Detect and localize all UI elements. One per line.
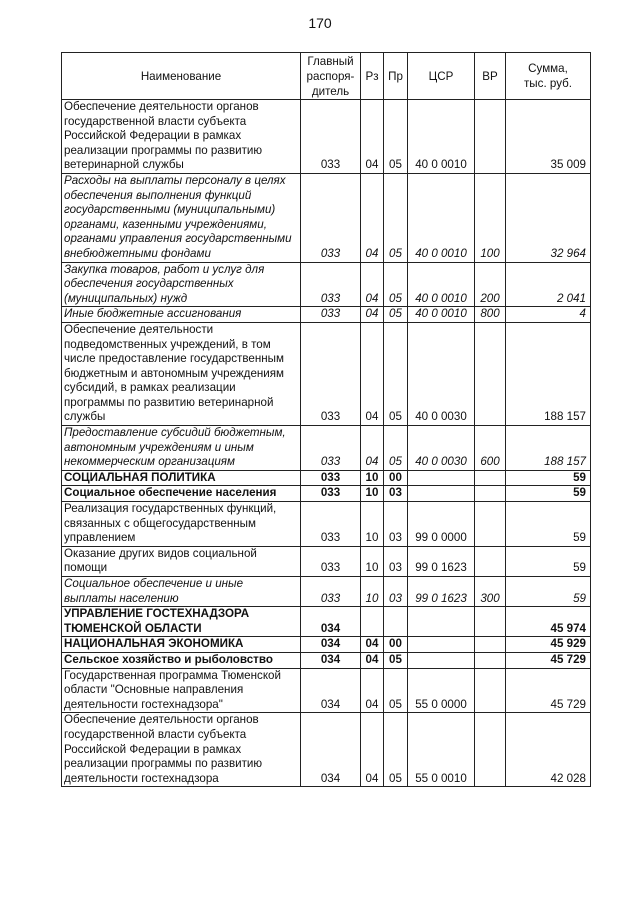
cell-name: Государственная программа Тюменской области "Основные направления деятельности гостехнадзора" (62, 668, 301, 713)
cell-name: УПРАВЛЕНИЕ ГОСТЕХНАДЗОРА ТЮМЕНСКОЙ ОБЛАСТИ (62, 607, 301, 637)
cell-vr: 100 (475, 173, 506, 262)
cell-csr: 40 0 0010 (408, 307, 475, 323)
cell-vr (475, 100, 506, 174)
cell-pr: 05 (384, 262, 408, 307)
cell-sum: 59 (506, 502, 591, 547)
table-row (62, 577, 591, 607)
cell-sum: 45 974 (506, 607, 591, 637)
cell-vr (475, 322, 506, 425)
cell-pr: 05 (384, 668, 408, 713)
cell-pr: 05 (384, 426, 408, 471)
cell-sum: 59 (506, 546, 591, 576)
cell-pr: 05 (384, 322, 408, 425)
cell-vr (475, 713, 506, 787)
cell-csr: 40 0 0010 (408, 173, 475, 262)
cell-name: Социальное обеспечение и иные выплаты населению (62, 577, 301, 607)
cell-sum: 4 (506, 307, 591, 323)
cell-pr: 05 (384, 307, 408, 323)
cell-main-manager: 034 (301, 637, 361, 653)
cell-csr: 55 0 0000 (408, 668, 475, 713)
cell-name: Иные бюджетные ассигнования (62, 307, 301, 323)
cell-pr: 05 (384, 100, 408, 174)
cell-vr (475, 546, 506, 576)
cell-csr (408, 637, 475, 653)
page-number: 170 (308, 15, 332, 31)
cell-sum: 188 157 (506, 426, 591, 471)
header-pr: Пр (384, 53, 408, 100)
table-row (62, 307, 591, 323)
cell-rz: 10 (361, 546, 384, 576)
cell-sum: 59 (506, 486, 591, 502)
cell-name: Предоставление субсидий бюджетным, автономным учреждениям и иным некоммерческим организациям (62, 426, 301, 471)
cell-rz: 04 (361, 307, 384, 323)
cell-main-manager: 033 (301, 546, 361, 576)
cell-pr: 05 (384, 652, 408, 668)
table-row (62, 426, 591, 471)
cell-sum: 42 028 (506, 713, 591, 787)
budget-table (61, 52, 591, 787)
cell-csr: 40 0 0010 (408, 262, 475, 307)
cell-pr: 00 (384, 637, 408, 653)
cell-vr (475, 607, 506, 637)
cell-vr (475, 668, 506, 713)
header-rz: Рз (361, 53, 384, 100)
cell-pr: 05 (384, 713, 408, 787)
cell-rz: 04 (361, 262, 384, 307)
cell-pr: 03 (384, 577, 408, 607)
cell-rz: 10 (361, 577, 384, 607)
cell-rz: 04 (361, 668, 384, 713)
cell-csr: 55 0 0010 (408, 713, 475, 787)
cell-csr: 99 0 1623 (408, 546, 475, 576)
cell-name: Обеспечение деятельности подведомственных учреждений, в том числе предоставление государственным бюджетным и автономным учреждениям субсидий, в рамках реализации программы по развитию ветеринарной службы (62, 322, 301, 425)
cell-vr (475, 652, 506, 668)
table-row (62, 470, 591, 486)
cell-sum: 45 929 (506, 637, 591, 653)
cell-csr: 99 0 0000 (408, 502, 475, 547)
cell-pr: 03 (384, 502, 408, 547)
table-header-row (62, 53, 591, 100)
cell-csr (408, 486, 475, 502)
cell-rz: 04 (361, 652, 384, 668)
cell-main-manager: 034 (301, 652, 361, 668)
cell-csr (408, 470, 475, 486)
cell-vr: 300 (475, 577, 506, 607)
cell-vr (475, 470, 506, 486)
cell-csr (408, 652, 475, 668)
cell-main-manager: 034 (301, 713, 361, 787)
cell-rz: 04 (361, 426, 384, 471)
table-row (62, 322, 591, 425)
cell-main-manager: 033 (301, 322, 361, 425)
cell-sum: 59 (506, 577, 591, 607)
cell-pr: 00 (384, 470, 408, 486)
cell-vr: 800 (475, 307, 506, 323)
cell-rz (361, 607, 384, 637)
cell-rz: 10 (361, 502, 384, 547)
cell-pr: 03 (384, 546, 408, 576)
cell-main-manager: 033 (301, 426, 361, 471)
cell-rz: 04 (361, 322, 384, 425)
cell-main-manager: 033 (301, 470, 361, 486)
cell-sum: 45 729 (506, 668, 591, 713)
cell-vr (475, 502, 506, 547)
header-csr: ЦСР (408, 53, 475, 100)
cell-name: Расходы на выплаты персоналу в целях обеспечения выполнения функций государственными (муниципальными) органами, казенными учреждениями, органами управления государственными внебюджетными фондами (62, 173, 301, 262)
cell-main-manager: 033 (301, 502, 361, 547)
cell-vr (475, 637, 506, 653)
table-row (62, 100, 591, 174)
cell-main-manager: 033 (301, 173, 361, 262)
header-main-manager: Главный распоря- дитель (301, 53, 361, 100)
table-row (62, 262, 591, 307)
table-row (62, 502, 591, 547)
table-row (62, 652, 591, 668)
cell-name: Закупка товаров, работ и услуг для обеспечения государственных (муниципальных) нужд (62, 262, 301, 307)
cell-name: Обеспечение деятельности органов государственной власти субъекта Российской Федерации в рамках реализации программы по развитию деятельности гостехнадзора (62, 713, 301, 787)
cell-main-manager: 034 (301, 607, 361, 637)
cell-name: Реализация государственных функций, связанных с общегосударственным управлением (62, 502, 301, 547)
cell-name: НАЦИОНАЛЬНАЯ ЭКОНОМИКА (62, 637, 301, 653)
cell-main-manager: 034 (301, 668, 361, 713)
cell-main-manager: 033 (301, 262, 361, 307)
cell-vr: 200 (475, 262, 506, 307)
cell-sum: 2 041 (506, 262, 591, 307)
cell-name: Сельское хозяйство и рыболовство (62, 652, 301, 668)
cell-rz: 04 (361, 637, 384, 653)
cell-name: Социальное обеспечение населения (62, 486, 301, 502)
cell-name: СОЦИАЛЬНАЯ ПОЛИТИКА (62, 470, 301, 486)
table-row (62, 607, 591, 637)
cell-sum: 35 009 (506, 100, 591, 174)
header-vr: ВР (475, 53, 506, 100)
cell-vr (475, 486, 506, 502)
cell-sum: 32 964 (506, 173, 591, 262)
cell-sum: 59 (506, 470, 591, 486)
cell-rz: 04 (361, 100, 384, 174)
cell-sum: 188 157 (506, 322, 591, 425)
cell-csr: 40 0 0030 (408, 426, 475, 471)
table-row (62, 668, 591, 713)
header-sum: Сумма, тыс. руб. (506, 53, 591, 100)
cell-main-manager: 033 (301, 486, 361, 502)
cell-main-manager: 033 (301, 307, 361, 323)
cell-pr: 03 (384, 486, 408, 502)
table-row (62, 486, 591, 502)
header-name: Наименование (62, 53, 301, 100)
cell-csr: 40 0 0010 (408, 100, 475, 174)
table-row (62, 713, 591, 787)
cell-name: Оказание других видов социальной помощи (62, 546, 301, 576)
cell-main-manager: 033 (301, 577, 361, 607)
cell-rz: 10 (361, 486, 384, 502)
cell-pr (384, 607, 408, 637)
table-body (62, 100, 591, 787)
cell-csr: 40 0 0030 (408, 322, 475, 425)
cell-rz: 04 (361, 713, 384, 787)
table-row (62, 546, 591, 576)
table-row (62, 173, 591, 262)
cell-pr: 05 (384, 173, 408, 262)
cell-csr (408, 607, 475, 637)
cell-vr: 600 (475, 426, 506, 471)
cell-rz: 04 (361, 173, 384, 262)
cell-sum: 45 729 (506, 652, 591, 668)
cell-rz: 10 (361, 470, 384, 486)
cell-main-manager: 033 (301, 100, 361, 174)
table-row (62, 637, 591, 653)
cell-name: Обеспечение деятельности органов государственной власти субъекта Российской Федерации в рамках реализации программы по развитию ветеринарной службы (62, 100, 301, 174)
cell-csr: 99 0 1623 (408, 577, 475, 607)
